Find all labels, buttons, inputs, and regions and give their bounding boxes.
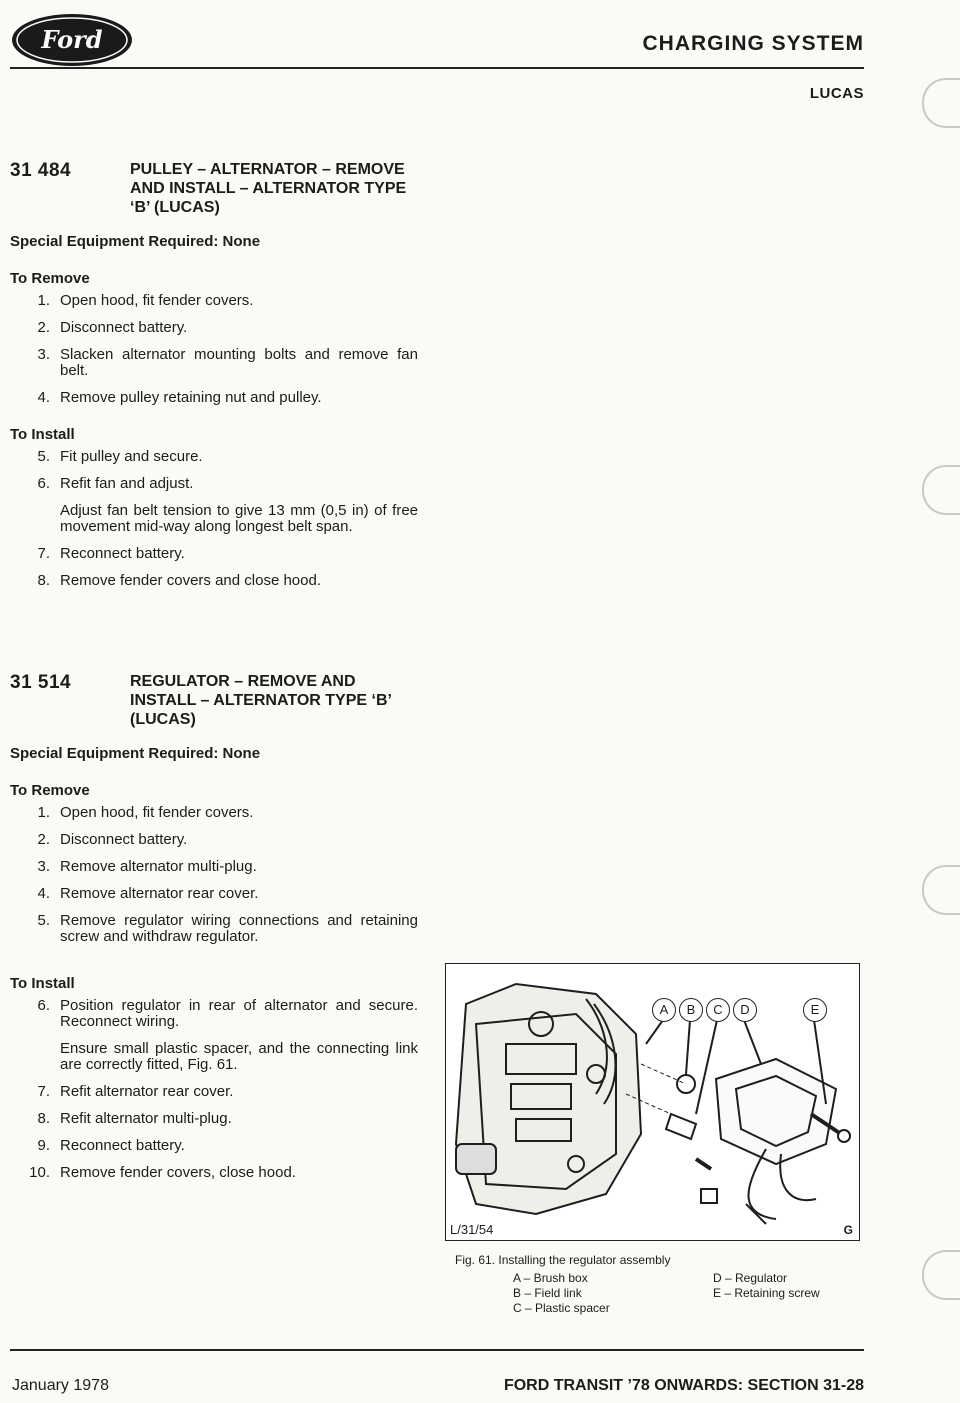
page-subtitle: LUCAS — [809, 85, 864, 102]
callout-d: D — [733, 998, 757, 1022]
step: 5. Fit pulley and secure. — [37, 448, 203, 465]
binder-ring-mark — [922, 465, 960, 515]
binder-ring-mark — [922, 1250, 960, 1300]
page-title: CHARGING SYSTEM — [642, 32, 864, 55]
callout-a: A — [652, 998, 676, 1022]
section-title: PULLEY – ALTERNATOR – REMOVE AND INSTALL – ALTERNATOR TYPE ‘B’ (LUCAS) — [130, 161, 407, 216]
step: 6. Refit fan and adjust. — [37, 475, 194, 492]
legend-item: E – Retaining screw — [713, 1286, 820, 1300]
legend-item: C – Plastic spacer — [513, 1301, 610, 1315]
install-heading: To Install — [10, 426, 75, 443]
caption-title: Fig. 61. Installing the regulator assembly — [455, 1253, 671, 1267]
special-equipment: Special Equipment Required: None — [10, 745, 261, 762]
figure-corner-mark: G — [843, 1223, 853, 1237]
step-note: Adjust fan belt tension to give 13 mm (0,5 in) of free movement mid-way along longest belt span. — [60, 502, 418, 535]
section-31-484 — [10, 160, 418, 600]
step: 8. Refit alternator multi-plug. — [37, 1110, 232, 1127]
step: 3. Slacken alternator mounting bolts and remove fan belt. — [37, 346, 418, 379]
step: 2. Disconnect battery. — [37, 831, 188, 848]
footer-title: FORD TRANSIT ’78 ONWARDS: SECTION 31-28 — [503, 1377, 864, 1394]
footer-date: January 1978 — [12, 1377, 109, 1394]
step: 10. Remove fender covers, close hood. — [29, 1164, 296, 1181]
figure-61 — [445, 963, 860, 1241]
callout-e: E — [803, 998, 827, 1022]
callout-b: B — [679, 998, 703, 1022]
callout-c: C — [706, 998, 730, 1022]
legend-item: D – Regulator — [713, 1271, 788, 1285]
ford-logo — [10, 12, 134, 68]
section-title: REGULATOR – REMOVE AND INSTALL – ALTERNATOR TYPE ‘B’ (LUCAS) — [130, 673, 392, 728]
step: 5. Remove regulator wiring connections and retaining screw and withdraw regulator. — [37, 912, 418, 945]
figure-code: L/31/54 — [450, 1222, 494, 1237]
step: 6. Position regulator in rear of alternator and secure. Reconnect wiring. — [37, 997, 418, 1030]
legend-item: B – Field link — [513, 1286, 582, 1300]
section-31-514 — [10, 672, 418, 1192]
binder-ring-mark — [922, 78, 960, 128]
logo-text: Ford — [41, 25, 103, 54]
step: 1. Open hood, fit fender covers. — [37, 804, 254, 821]
section-number: 31 484 — [10, 160, 72, 181]
legend-item: A – Brush box — [513, 1271, 588, 1285]
special-equipment: Special Equipment Required: None — [10, 233, 261, 250]
step: 1. Open hood, fit fender covers. — [37, 292, 254, 309]
figure-legend — [513, 1271, 855, 1316]
install-heading: To Install — [10, 975, 75, 992]
footer-rule — [10, 1349, 864, 1351]
step: 4. Remove pulley retaining nut and pulley. — [37, 389, 322, 406]
step: 7. Refit alternator rear cover. — [37, 1083, 234, 1100]
remove-heading: To Remove — [10, 270, 90, 287]
step: 7. Reconnect battery. — [37, 545, 185, 562]
binder-ring-mark — [922, 865, 960, 915]
step-note: Ensure small plastic spacer, and the connecting link are correctly fitted, Fig. 61. — [60, 1040, 418, 1073]
remove-heading: To Remove — [10, 782, 90, 799]
step: 8. Remove fender covers and close hood. — [37, 572, 321, 589]
step: 2. Disconnect battery. — [37, 319, 188, 336]
step: 9. Reconnect battery. — [37, 1137, 185, 1154]
step: 3. Remove alternator multi-plug. — [37, 858, 257, 875]
header-rule — [10, 67, 864, 69]
figure-caption — [455, 1253, 855, 1316]
section-number: 31 514 — [10, 672, 72, 693]
step: 4. Remove alternator rear cover. — [37, 885, 259, 902]
